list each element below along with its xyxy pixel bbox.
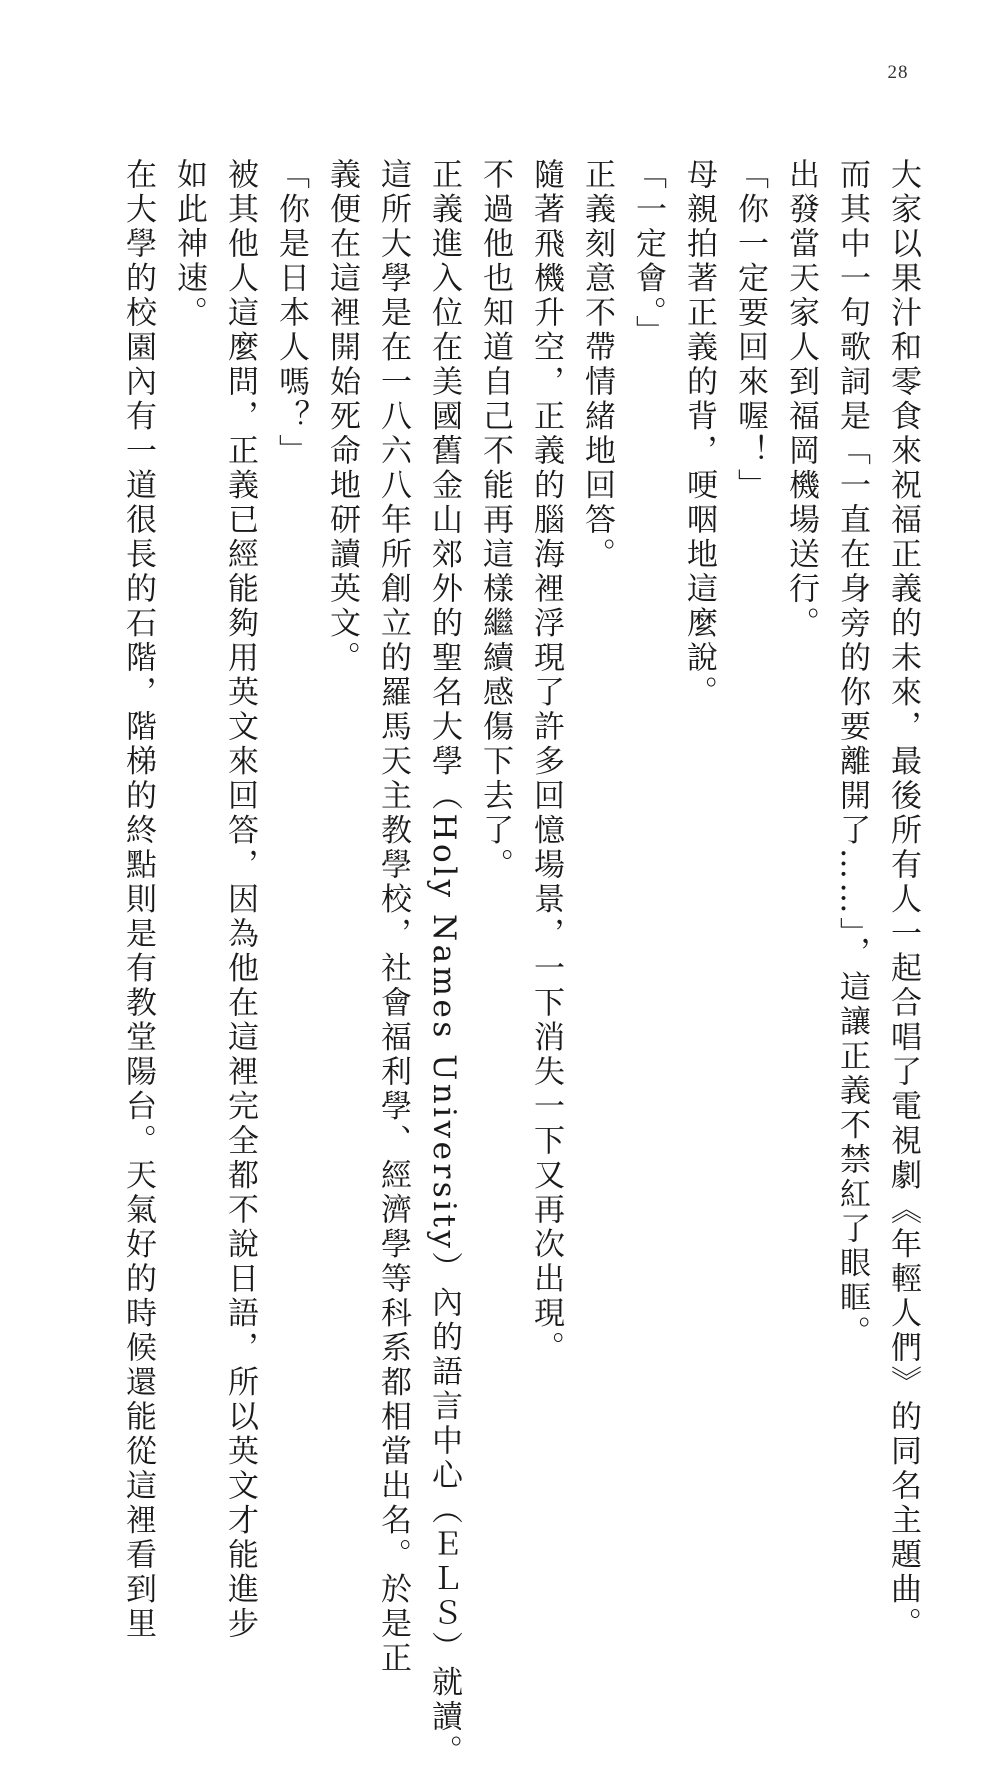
text-line: 大家以果汁和零食來祝福正義的未來，最後所有人一起合唱了電視劇《年輕人們》的同名主題曲。 (885, 158, 921, 1642)
text-line: 義便在這裡開始死命地研讀英文。 (324, 158, 360, 676)
text-line: 不過他也知道自己不能再這樣繼續感傷下去了。 (477, 158, 513, 883)
text-line: 「你是日本人嗎？」 (273, 158, 309, 469)
text-line: 「一定會。」 (630, 158, 666, 350)
text-line: 「你一定要回來喔！」 (732, 158, 768, 503)
text-line: 正義進入位在美國舊金山郊外的聖名大學（Holy Names University）內的語言中心（ＥＬＳ）就讀。 (426, 158, 462, 1769)
text-line: 如此神速。 (171, 158, 207, 331)
page-number: 28 (887, 62, 909, 83)
text-line: 母親拍著正義的背，哽咽地這麼說。 (681, 158, 717, 710)
text-line: 在大學的校園內有一道很長的石階，階梯的終點則是有教堂陽台。天氣好的時候還能從這裡看到里 (120, 158, 156, 1642)
text-line: 被其他人這麼問，正義已經能夠用英文來回答，因為他在這裡完全都不說日語，所以英文才能進步 (222, 158, 258, 1642)
text-line: 這所大學是在一八六八年所創立的羅馬天主教學校，社會福利學、經濟學等科系都相當出名。於是正 (375, 158, 411, 1676)
text-line: 出發當天家人到福岡機場送行。 (783, 158, 819, 641)
text-line: 而其中一句歌詞是「一直在身旁的你要離開了……」，這讓正義不禁紅了眼眶。 (834, 158, 870, 1350)
vertical-text-body (112, 158, 928, 1769)
text-line: 隨著飛機升空，正義的腦海裡浮現了許多回憶場景，一下消失一下又再次出現。 (528, 158, 564, 1366)
text-line: 正義刻意不帶情緒地回答。 (579, 158, 615, 572)
